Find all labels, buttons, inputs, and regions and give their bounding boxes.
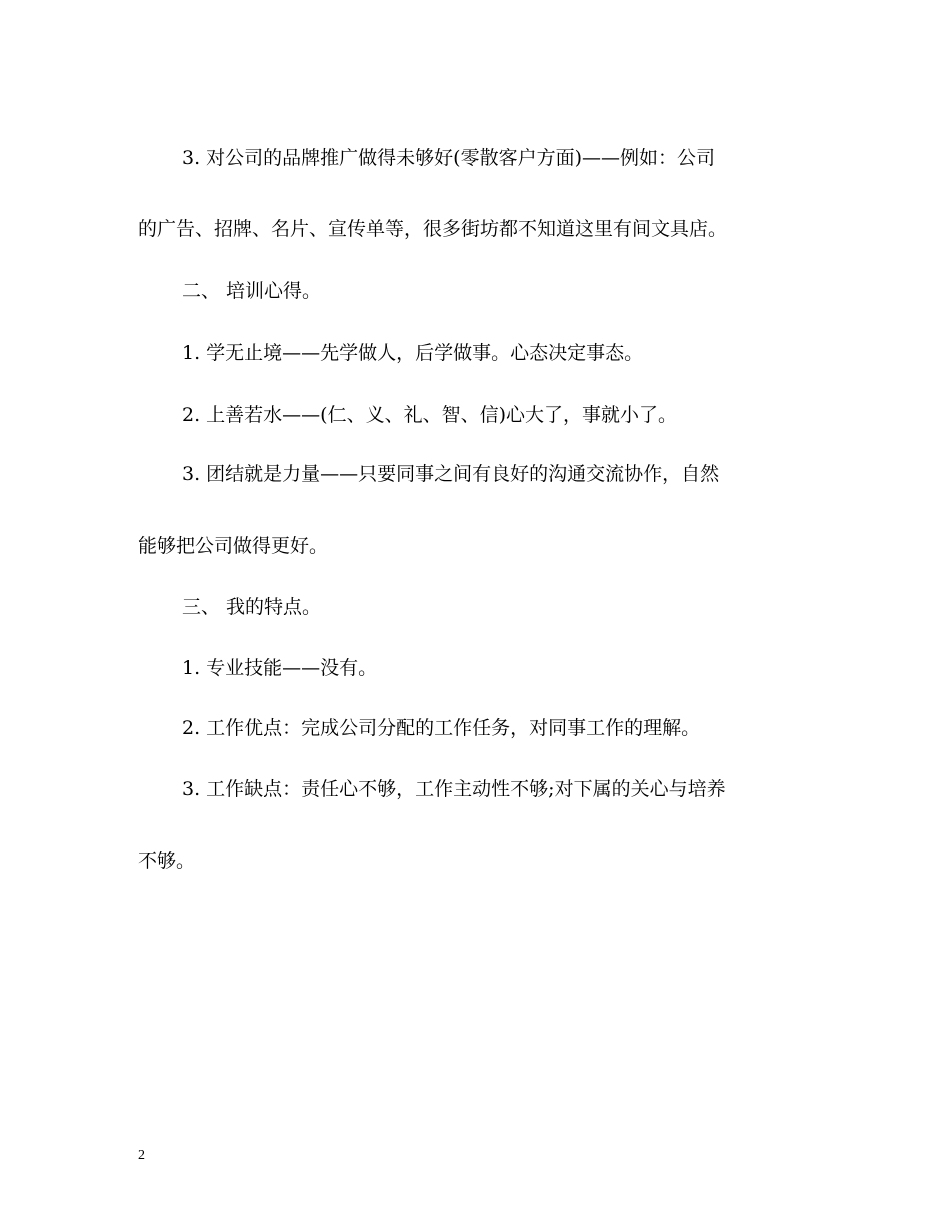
paragraph-line: 1. 学无止境——先学做人，后学做事。心态决定事态。 [182,342,644,364]
paragraph-line: 1. 专业技能——没有。 [182,657,378,679]
section-heading: 二、 培训心得。 [182,280,322,302]
paragraph-line: 3. 团结就是力量——只要同事之间有良好的沟通交流协作，自然 [182,463,720,485]
paragraph-line: 3. 对公司的品牌推广做得未够好(零散客户方面)——例如：公司 [182,147,715,169]
paragraph-line: 3. 工作缺点：责任心不够，工作主动性不够;对下属的关心与培养 [182,778,726,800]
paragraph-line: 的广告、招牌、名片、宣传单等，很多街坊都不知道这里有间文具店。 [138,218,728,240]
page-number: 2 [138,1148,145,1163]
section-heading: 三、 我的特点。 [182,596,322,618]
paragraph-line: 不够。 [138,850,196,872]
paragraph-line: 2. 上善若水——(仁、义、礼、智、信)心大了，事就小了。 [182,404,677,426]
paragraph-line: 2. 工作优点：完成公司分配的工作任务，对同事工作的理解。 [182,717,701,739]
paragraph-line: 能够把公司做得更好。 [138,535,329,557]
